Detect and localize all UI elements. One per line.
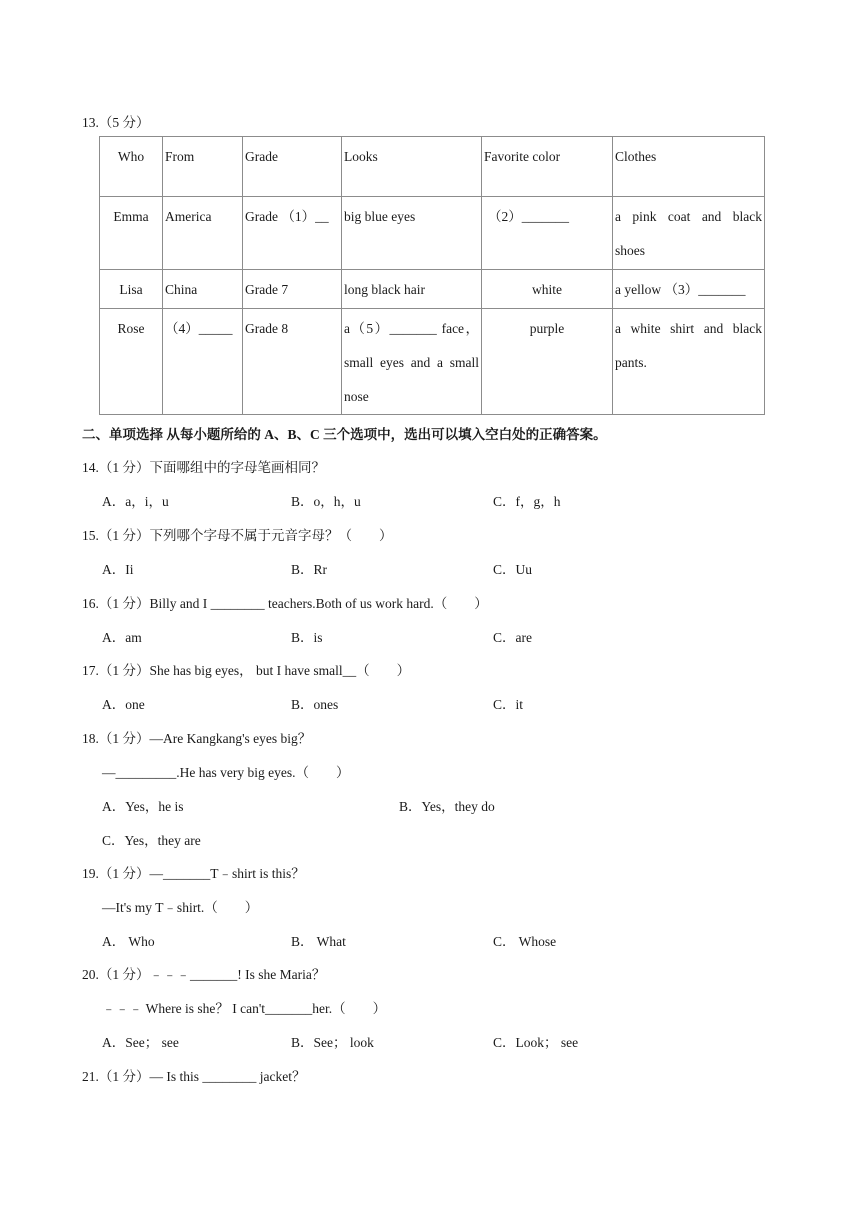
table-cell: America [163, 197, 243, 270]
option-c[interactable]: C．Look； see [493, 1035, 579, 1050]
option-a[interactable]: A．am [102, 630, 142, 645]
table-cell: （4）_____ [163, 309, 243, 415]
option-a[interactable]: A．Ii [102, 562, 134, 577]
option-c[interactable]: C． Whose [493, 934, 557, 949]
option-a[interactable]: A． Who [102, 934, 155, 949]
table-cell: purple [482, 309, 613, 415]
option-b[interactable]: B．o，h，u [291, 494, 361, 509]
option-b[interactable]: B．See； look [291, 1035, 374, 1050]
option-b[interactable]: B．Yes，they do [399, 799, 495, 814]
table-cell: Grade 8 [243, 309, 342, 415]
q13-header: 13.（5 分） [82, 115, 150, 130]
question-stem: 19.（1 分）—_______T﹣shirt is this？ [82, 866, 305, 881]
table-cell: big blue eyes [342, 197, 482, 270]
question-stem-continued: ﹣﹣﹣ Where is she？ I can't_______her.（ ） [102, 1001, 387, 1016]
table-header-row [100, 137, 765, 197]
column-header: Grade [243, 137, 342, 197]
table-cell: a（5）_______ face，small eyes and a small nose [342, 309, 482, 415]
table-cell: Lisa [100, 270, 163, 309]
option-c[interactable]: C．f，g，h [493, 494, 561, 509]
column-header: From [163, 137, 243, 197]
column-header: Clothes [613, 137, 765, 197]
table-cell: China [163, 270, 243, 309]
question-stem: 20.（1 分）﹣﹣﹣_______! Is she Maria？ [82, 967, 326, 982]
q13-table [99, 136, 765, 415]
table-cell: white [482, 270, 613, 309]
question-stem: 15.（1 分）下列哪个字母不属于元音字母？（ ） [82, 528, 393, 543]
question-stem: 21.（1 分）— Is this ________ jacket？ [82, 1069, 306, 1084]
table-cell: Emma [100, 197, 163, 270]
table-cell: （2）_______ [482, 197, 613, 270]
option-b[interactable]: B．ones [291, 697, 339, 712]
option-b[interactable]: B．Rr [291, 562, 328, 577]
question-stem-continued: —It's my T﹣shirt.（ ） [102, 900, 259, 915]
table-row [100, 197, 765, 270]
table-cell: Grade 7 [243, 270, 342, 309]
column-header: Who [100, 137, 163, 197]
question-stem: 14.（1 分）下面哪组中的字母笔画相同？ [82, 460, 325, 475]
option-c[interactable]: C．it [493, 697, 524, 712]
option-b[interactable]: B．is [291, 630, 323, 645]
table-cell: Grade （1）__ [243, 197, 342, 270]
column-header: Favorite color [482, 137, 613, 197]
table-cell: a yellow （3）_______ [613, 270, 765, 309]
table-row [100, 270, 765, 309]
section-heading: 二、单项选择 从每小题所给的 A、B、C 三个选项中，选出可以填入空白处的正确答案。 [82, 427, 607, 442]
option-c[interactable]: C．Uu [493, 562, 533, 577]
option-b[interactable]: B． What [291, 934, 346, 949]
option-c[interactable]: C．are [493, 630, 532, 645]
column-header: Looks [342, 137, 482, 197]
table-cell: Rose [100, 309, 163, 415]
question-stem: 17.（1 分）She has big eyes， but I have small__（ ） [82, 663, 411, 678]
table-cell: a white shirt and black pants. [613, 309, 765, 415]
option-a[interactable]: A．Yes，he is [102, 799, 184, 814]
option-a[interactable]: A．one [102, 697, 145, 712]
table-cell: long black hair [342, 270, 482, 309]
option-a[interactable]: A．a，i，u [102, 494, 169, 509]
table-cell: a pink coat and black shoes [613, 197, 765, 270]
question-stem: 18.（1 分）—Are Kangkang's eyes big？ [82, 731, 312, 746]
option-c[interactable]: C．Yes，they are [102, 833, 201, 848]
question-stem: 16.（1 分）Billy and I ________ teachers.Both of us work hard.（ ） [82, 596, 488, 611]
question-stem-continued: —_________.He has very big eyes.（ ） [102, 765, 350, 780]
table-row [100, 309, 765, 415]
option-a[interactable]: A．See； see [102, 1035, 179, 1050]
